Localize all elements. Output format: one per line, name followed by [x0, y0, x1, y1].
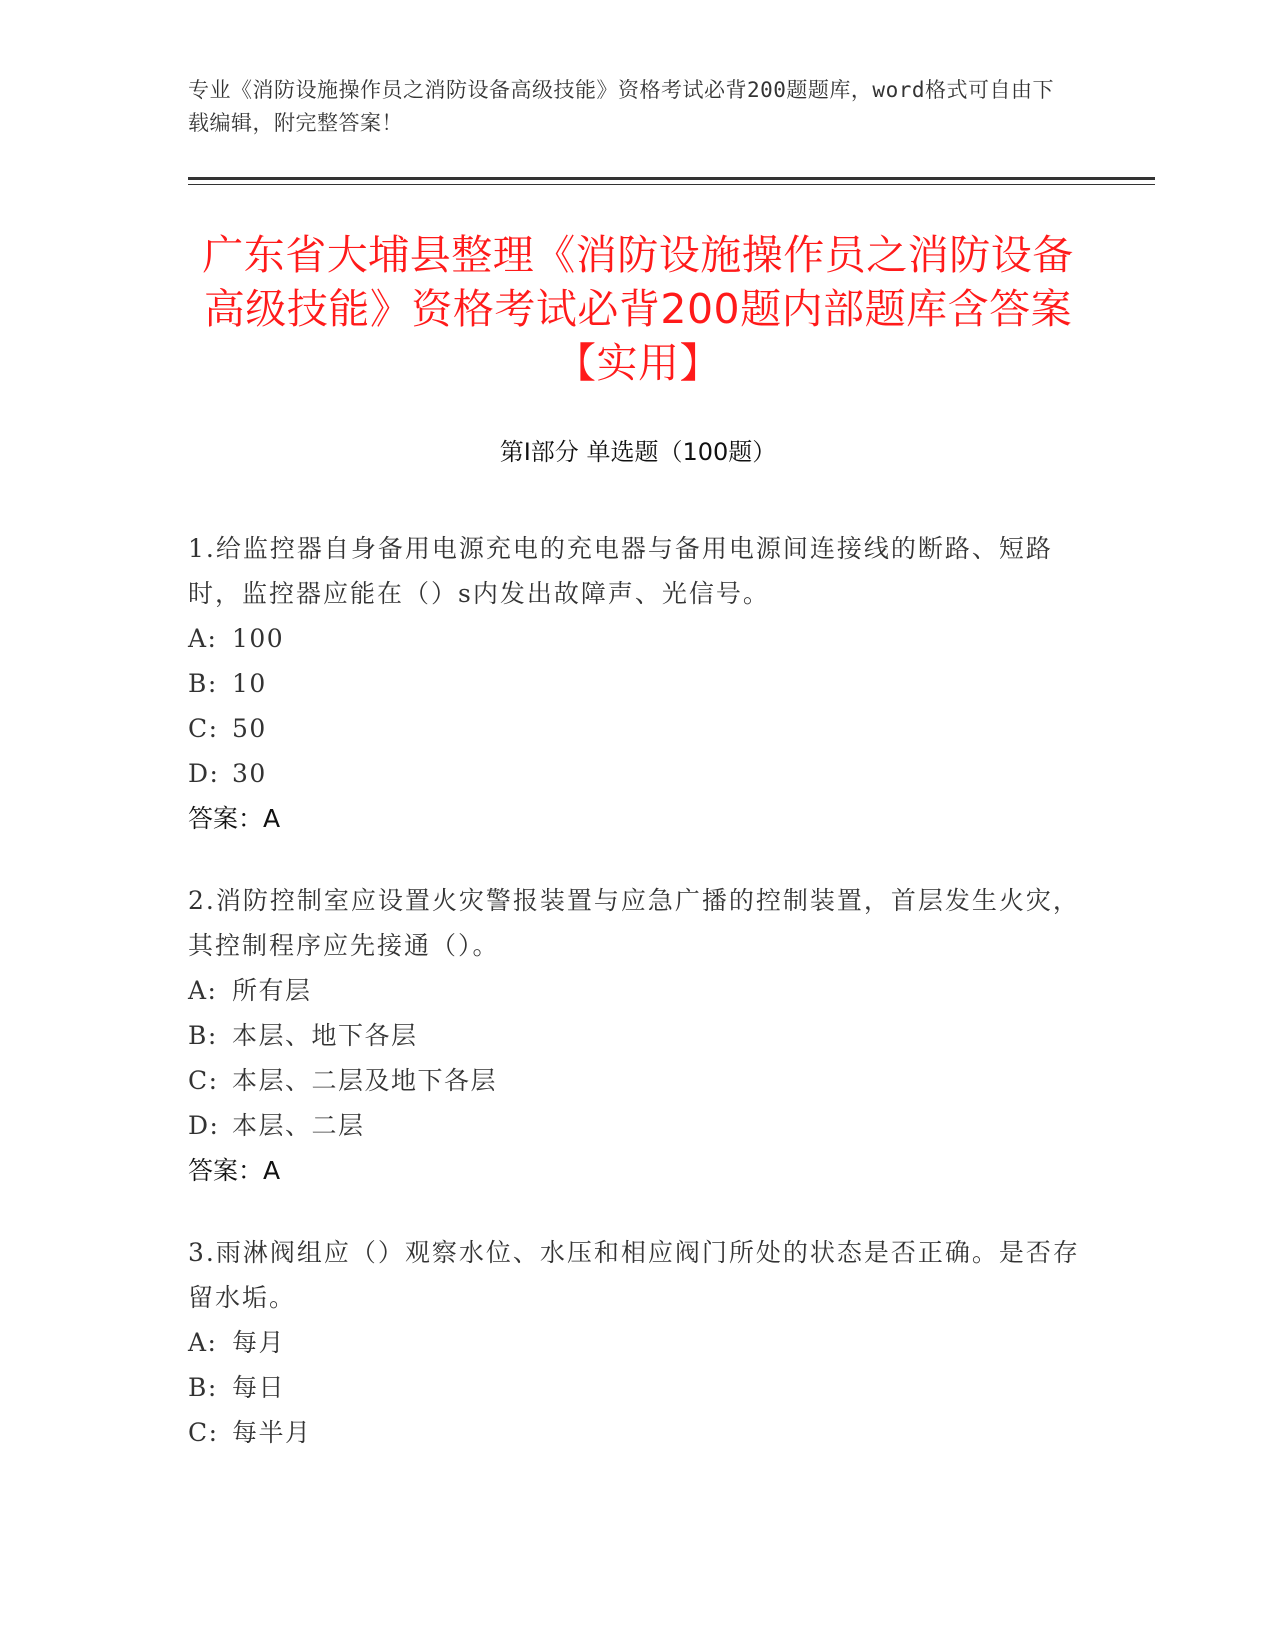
- option-letter: A:: [188, 1328, 218, 1357]
- option-a: [188, 968, 1088, 1013]
- answer-line: 答案：A: [188, 1156, 281, 1185]
- option-text: 每半月: [232, 1418, 312, 1447]
- option-text: 50: [232, 714, 267, 743]
- option-a: [188, 1320, 1088, 1365]
- option-b: [188, 1013, 1088, 1058]
- question-3: [188, 1230, 1088, 1455]
- option-letter: B:: [188, 1373, 218, 1402]
- answer-line: 答案：A: [188, 804, 281, 833]
- option-text: 30: [232, 759, 267, 788]
- option-text: 每日: [232, 1373, 286, 1402]
- option-b: [188, 1365, 1088, 1410]
- option-letter: D:: [188, 759, 220, 788]
- option-text: 本层、二层及地下各层: [232, 1066, 498, 1095]
- document-title: 广东省大埔县整理《消防设施操作员之消防设备高级技能》资格考试必背200题内部题库含答案【实用】: [202, 231, 1074, 387]
- option-letter: D:: [188, 1111, 220, 1140]
- question-1: [188, 526, 1088, 841]
- option-text: 10: [232, 669, 267, 698]
- header-divider-thin: [188, 184, 1155, 185]
- option-text: 所有层: [232, 976, 312, 1005]
- section-title: 第Ⅰ部分 单选题（100题）: [499, 438, 777, 466]
- option-letter: B:: [188, 1021, 218, 1050]
- option-letter: C:: [188, 1066, 219, 1095]
- option-text: 100: [232, 624, 285, 653]
- option-letter: B:: [188, 669, 218, 698]
- question-stem: 3.雨淋阀组应（）观察水位、水压和相应阀门所处的状态是否正确。是否存留水垢。: [188, 1238, 1080, 1312]
- option-letter: A:: [188, 976, 218, 1005]
- option-d: [188, 751, 1088, 796]
- option-a: [188, 616, 1088, 661]
- option-d: [188, 1103, 1088, 1148]
- option-b: [188, 661, 1088, 706]
- option-text: 每月: [232, 1328, 286, 1357]
- option-letter: C:: [188, 1418, 219, 1447]
- option-letter: A:: [188, 624, 218, 653]
- question-stem: 1.给监控器自身备用电源充电的充电器与备用电源间连接线的断路、短路时，监控器应能在（）s内发出故障声、光信号。: [188, 534, 1053, 608]
- question-stem: 2.消防控制室应设置火灾警报装置与应急广播的控制装置，首层发生火灾，其控制程序应先接通（）。: [188, 886, 1080, 960]
- option-text: 本层、地下各层: [232, 1021, 418, 1050]
- option-c: [188, 1410, 1088, 1455]
- question-2: [188, 878, 1088, 1193]
- option-c: [188, 706, 1088, 751]
- option-c: [188, 1058, 1088, 1103]
- question-list: [188, 526, 1088, 1492]
- option-letter: C:: [188, 714, 219, 743]
- header-divider-thick: [188, 177, 1155, 180]
- option-text: 本层、二层: [232, 1111, 365, 1140]
- header-note: 专业《消防设施操作员之消防设备高级技能》资格考试必背200题题库，word格式可自由下载编辑，附完整答案！: [188, 78, 1054, 135]
